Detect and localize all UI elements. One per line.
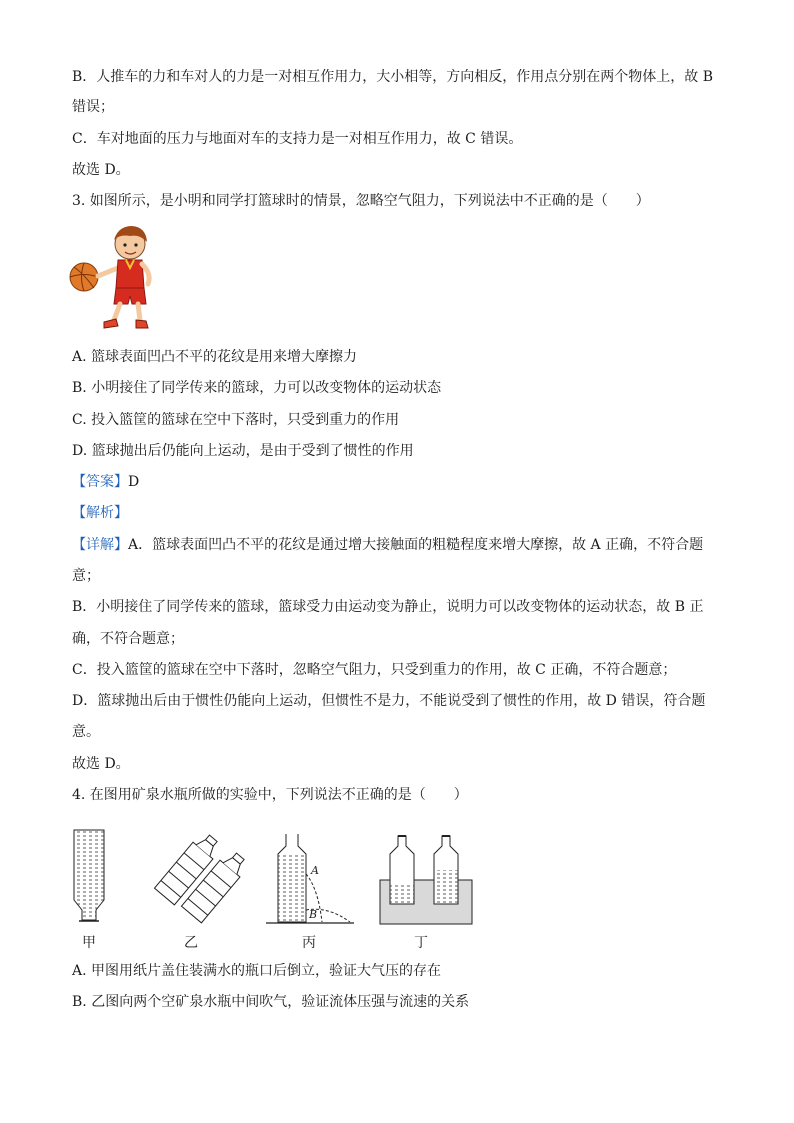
explanation-line — [72, 535, 703, 555]
explanation-text: A．篮球表面凹凸不平的花纹是通过增大接触面的粗糙程度来增大摩擦，故 A 正确，不符合题 — [128, 537, 704, 553]
question-4-stem: 4. 在图用矿泉水瓶所做的实验中，下列说法不正确的是（ ） — [72, 787, 468, 803]
text-line: 故选 D。 — [72, 162, 130, 178]
question-3-stem: 3. 如图所示，是小明和同学打篮球时的情景，忽略空气阻力，下列说法中不正确的是（ ） — [72, 193, 650, 209]
analysis-tag: 【解析】 — [72, 505, 128, 521]
figure-jia-inverted-bottle — [70, 826, 110, 926]
figure-label-jia: 甲 — [82, 935, 96, 951]
basketball-boy-illustration — [68, 222, 163, 334]
text-line: B．人推车的力和车对人的力是一对相互作用力，大小相等，方向相反，作用点分别在两个物体上，故 B — [72, 69, 714, 85]
explanation-line: 确，不符合题意； — [72, 631, 184, 647]
detail-tag: 【详解】 — [72, 537, 128, 553]
option-d: D. 篮球抛出后仍能向上运动，是由于受到了惯性的作用 — [72, 443, 414, 459]
explanation-line: 故选 D。 — [72, 756, 130, 772]
explanation-line: B．小明接住了同学传来的篮球，篮球受力由运动变为静止，说明力可以改变物体的运动状态，故 B 正 — [72, 599, 704, 615]
point-a-label: A — [311, 864, 319, 877]
text-line: 错误； — [72, 99, 114, 115]
option-a: A. 篮球表面凹凸不平的花纹是用来增大摩擦力 — [72, 349, 358, 365]
figure-label-yi: 乙 — [184, 935, 198, 951]
option-c: C. 投入篮筐的篮球在空中下落时，只受到重力的作用 — [72, 412, 400, 428]
point-b-label: B — [309, 908, 318, 921]
answer-tag: 【答案】 — [72, 474, 128, 490]
option-a: A. 甲图用纸片盖住装满水的瓶口后倒立，验证大气压的存在 — [72, 963, 442, 979]
answer-value: D — [128, 474, 140, 490]
explanation-line: 意。 — [72, 724, 100, 740]
explanation-line: D．篮球抛出后由于惯性仍能向上运动，但惯性不是力，不能说受到了惯性的作用，故 D 错误，符合题 — [72, 693, 706, 709]
figure-label-bing: 丙 — [302, 935, 316, 951]
option-b: B. 乙图向两个空矿泉水瓶中间吹气，验证流体压强与流速的关系 — [72, 994, 470, 1010]
explanation-line: C．投入篮筐的篮球在空中下落时，忽略空气阻力，只受到重力的作用，故 C 正确，不符合题意； — [72, 662, 677, 678]
answer-line — [72, 472, 139, 492]
text-line: C．车对地面的压力与地面对车的支持力是一对相互作用力，故 C 错误。 — [72, 131, 523, 147]
figure-bing-water-jets — [264, 830, 356, 928]
option-b: B. 小明接住了同学传来的篮球，力可以改变物体的运动状态 — [72, 380, 442, 396]
figure-yi-two-bottles — [140, 824, 250, 934]
figure-ding-bottles-in-tank — [376, 832, 476, 928]
figure-label-ding: 丁 — [414, 935, 428, 951]
explanation-line: 意； — [72, 568, 100, 584]
